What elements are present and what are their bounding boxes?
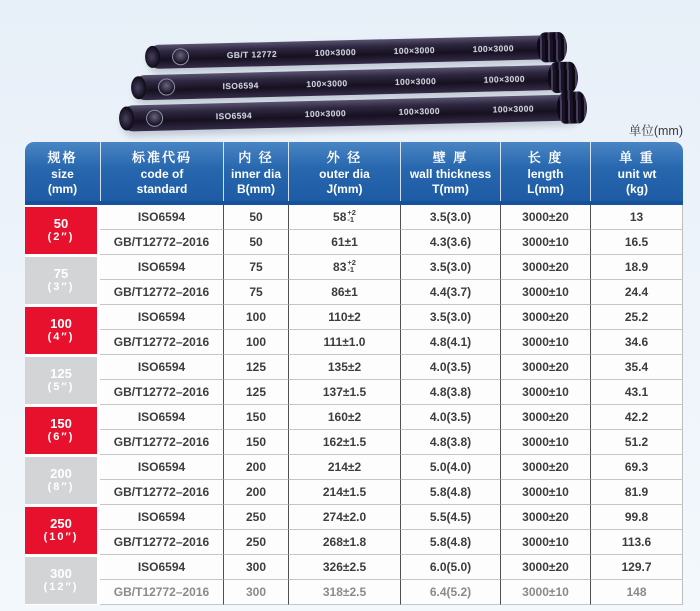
cell-length: 3000±20 xyxy=(500,255,590,280)
cell-inner: 50 xyxy=(223,205,288,230)
cell-wall: 4.3(3.6) xyxy=(400,230,500,255)
cell-outer: 214±1.5 xyxy=(288,480,400,505)
cell-std: GB/T12772–2016 xyxy=(100,330,223,355)
cell-length: 3000±10 xyxy=(500,580,590,605)
cell-wall: 6.0(5.0) xyxy=(400,555,500,580)
pipes-photo xyxy=(118,26,608,128)
cell-weight: 129.7 xyxy=(590,555,683,580)
cell-inner: 150 xyxy=(223,405,288,430)
pipe-socket-end xyxy=(557,91,588,124)
cell-inner: 75 xyxy=(223,280,288,305)
pipe-end-cap xyxy=(119,106,135,130)
cell-inner: 300 xyxy=(223,555,288,580)
cell-std: ISO6594 xyxy=(100,355,223,380)
cell-wall: 3.5(3.0) xyxy=(400,255,500,280)
cell-wall: 3.5(3.0) xyxy=(400,205,500,230)
cell-length: 3000±10 xyxy=(500,230,590,255)
cell-wall: 4.0(3.5) xyxy=(400,405,500,430)
pipe-size-mark: 100×3000 xyxy=(314,46,357,58)
size-cell: 300 (12″) xyxy=(25,555,100,605)
cell-outer: 160±2 xyxy=(288,405,400,430)
cell-length: 3000±10 xyxy=(500,480,590,505)
size-cell: 125 (5″) xyxy=(25,355,100,405)
pipe xyxy=(122,94,580,131)
cell-std: ISO6594 xyxy=(100,255,223,280)
pipe-size-mark: 100×3000 xyxy=(393,45,436,57)
size-cell: 250 (10″) xyxy=(25,505,100,555)
cell-wall: 3.5(3.0) xyxy=(400,305,500,330)
cell-outer: 135±2 xyxy=(288,355,400,380)
cell-wall: 6.4(5.2) xyxy=(400,580,500,605)
cell-std: GB/T12772–2016 xyxy=(100,530,223,555)
cell-inner: 100 xyxy=(223,305,288,330)
cell-wall: 5.8(4.8) xyxy=(400,480,500,505)
pipe xyxy=(134,65,571,101)
pipe-size-mark: 100×3000 xyxy=(304,108,347,120)
brand-emblem-icon xyxy=(172,48,189,65)
cell-weight: 13 xyxy=(590,205,683,230)
cell-std: ISO6594 xyxy=(100,405,223,430)
cell-std: ISO6594 xyxy=(100,455,223,480)
cell-weight: 42.2 xyxy=(590,405,683,430)
pipe-end-cap xyxy=(131,76,147,99)
cell-weight: 25.2 xyxy=(590,305,683,330)
pipe-brand-label: ISO6594 xyxy=(215,110,253,122)
cell-inner: 250 xyxy=(223,505,288,530)
cell-length: 3000±10 xyxy=(500,380,590,405)
cell-wall: 5.0(4.0) xyxy=(400,455,500,480)
pipe-end-cap xyxy=(145,46,161,68)
header-col-0: 规格 size (mm) xyxy=(47,150,78,196)
cell-outer: 274±2.0 xyxy=(288,505,400,530)
cell-wall: 4.8(3.8) xyxy=(400,380,500,405)
pipe xyxy=(148,35,560,69)
cell-wall: 5.5(4.5) xyxy=(400,505,500,530)
cell-weight: 99.8 xyxy=(590,505,683,530)
cell-length: 3000±10 xyxy=(500,530,590,555)
cell-outer: 162±1.5 xyxy=(288,430,400,455)
size-cell: 200 (8″) xyxy=(25,455,100,505)
pipe-size-mark: 100×3000 xyxy=(472,43,515,55)
cell-length: 3000±20 xyxy=(500,405,590,430)
cell-std: ISO6594 xyxy=(100,555,223,580)
cell-weight: 24.4 xyxy=(590,280,683,305)
cell-std: ISO6594 xyxy=(100,205,223,230)
brand-emblem-icon xyxy=(146,109,163,126)
cell-outer: 326±2.5 xyxy=(288,555,400,580)
header-col-1: 标准代码 code of standard xyxy=(100,142,223,201)
cell-inner: 125 xyxy=(223,355,288,380)
cell-weight: 18.9 xyxy=(590,255,683,280)
cell-outer: 318±2.5 xyxy=(288,580,400,605)
cell-outer: 83 +2 -1 xyxy=(288,255,400,280)
cell-outer: 110±2 xyxy=(288,305,400,330)
size-cell: 100 (4″) xyxy=(25,305,100,355)
cell-inner: 300 xyxy=(223,580,288,605)
cell-length: 3000±20 xyxy=(500,505,590,530)
cell-wall: 4.8(4.1) xyxy=(400,330,500,355)
cell-inner: 125 xyxy=(223,380,288,405)
cell-length: 3000±20 xyxy=(500,205,590,230)
cell-outer: 137±1.5 xyxy=(288,380,400,405)
cell-std: ISO6594 xyxy=(100,505,223,530)
spec-table xyxy=(25,142,683,605)
size-cell: 75 (3″) xyxy=(25,255,100,305)
cell-outer: 214±2 xyxy=(288,455,400,480)
spec-table-body xyxy=(25,205,683,605)
cell-length: 3000±20 xyxy=(500,355,590,380)
cell-wall: 4.0(3.5) xyxy=(400,355,500,380)
cell-length: 3000±20 xyxy=(500,305,590,330)
pipe-size-mark: 100×3000 xyxy=(483,73,526,85)
cell-std: GB/T12772–2016 xyxy=(100,580,223,605)
cell-wall: 4.8(3.8) xyxy=(400,430,500,455)
tolerance: +2 -1 xyxy=(347,258,356,274)
cell-std: GB/T12772–2016 xyxy=(100,380,223,405)
cell-std: GB/T12772–2016 xyxy=(100,280,223,305)
cell-weight: 43.1 xyxy=(590,380,683,405)
cell-wall: 4.4(3.7) xyxy=(400,280,500,305)
cell-inner: 200 xyxy=(223,455,288,480)
size-cell: 50 (2″) xyxy=(25,205,100,255)
cell-outer: 58 +2 -1 xyxy=(288,205,400,230)
cell-length: 3000±10 xyxy=(500,430,590,455)
cell-inner: 75 xyxy=(223,255,288,280)
cell-length: 3000±20 xyxy=(500,555,590,580)
header-col-4: 壁 厚 wall thickness T(mm) xyxy=(400,142,500,201)
cell-std: GB/T12772–2016 xyxy=(100,230,223,255)
cell-outer: 268±1.8 xyxy=(288,530,400,555)
unit-label: 单位(mm) xyxy=(628,124,683,138)
pipe-socket-end xyxy=(537,32,568,63)
cell-inner: 250 xyxy=(223,530,288,555)
pipe-brand-label: ISO6594 xyxy=(222,79,259,91)
cell-length: 3000±10 xyxy=(500,280,590,305)
header-col-5: 长 度 length L(mm) xyxy=(500,142,590,201)
cell-length: 3000±20 xyxy=(500,455,590,480)
cell-std: GB/T12772–2016 xyxy=(100,430,223,455)
cell-inner: 200 xyxy=(223,480,288,505)
size-cell: 150 (6″) xyxy=(25,405,100,455)
cell-weight: 148 xyxy=(590,580,683,605)
cell-length: 3000±10 xyxy=(500,330,590,355)
cell-weight: 34.6 xyxy=(590,330,683,355)
header-col-6: 单 重 unit wt (kg) xyxy=(590,142,683,201)
pipe-socket-end xyxy=(548,61,579,93)
tolerance: +2 -1 xyxy=(347,208,356,224)
cell-weight: 51.2 xyxy=(590,430,683,455)
pipe-size-mark: 100×3000 xyxy=(394,75,437,87)
cell-inner: 100 xyxy=(223,330,288,355)
pipe-size-mark: 100×3000 xyxy=(306,77,348,89)
cell-outer: 111±1.0 xyxy=(288,330,400,355)
cell-weight: 81.9 xyxy=(590,480,683,505)
cell-inner: 150 xyxy=(223,430,288,455)
spec-table-header xyxy=(25,142,683,205)
cell-weight: 113.6 xyxy=(590,530,683,555)
cell-std: GB/T12772–2016 xyxy=(100,480,223,505)
cell-weight: 69.3 xyxy=(590,455,683,480)
cell-wall: 5.8(4.8) xyxy=(400,530,500,555)
cell-weight: 16.5 xyxy=(590,230,683,255)
pipe-size-mark: 100×3000 xyxy=(398,105,441,117)
pipe-brand-label: GB/T 12772 xyxy=(226,48,278,61)
brand-emblem-icon xyxy=(158,78,175,95)
pipe-size-mark: 100×3000 xyxy=(492,103,535,115)
cell-std: ISO6594 xyxy=(100,305,223,330)
header-col-3: 外 径 outer dia J(mm) xyxy=(288,142,400,201)
cell-inner: 50 xyxy=(223,230,288,255)
cell-weight: 35.4 xyxy=(590,355,683,380)
header-col-2: 内 径 inner dia B(mm) xyxy=(223,142,288,201)
cell-outer: 61±1 xyxy=(288,230,400,255)
cell-outer: 86±1 xyxy=(288,280,400,305)
